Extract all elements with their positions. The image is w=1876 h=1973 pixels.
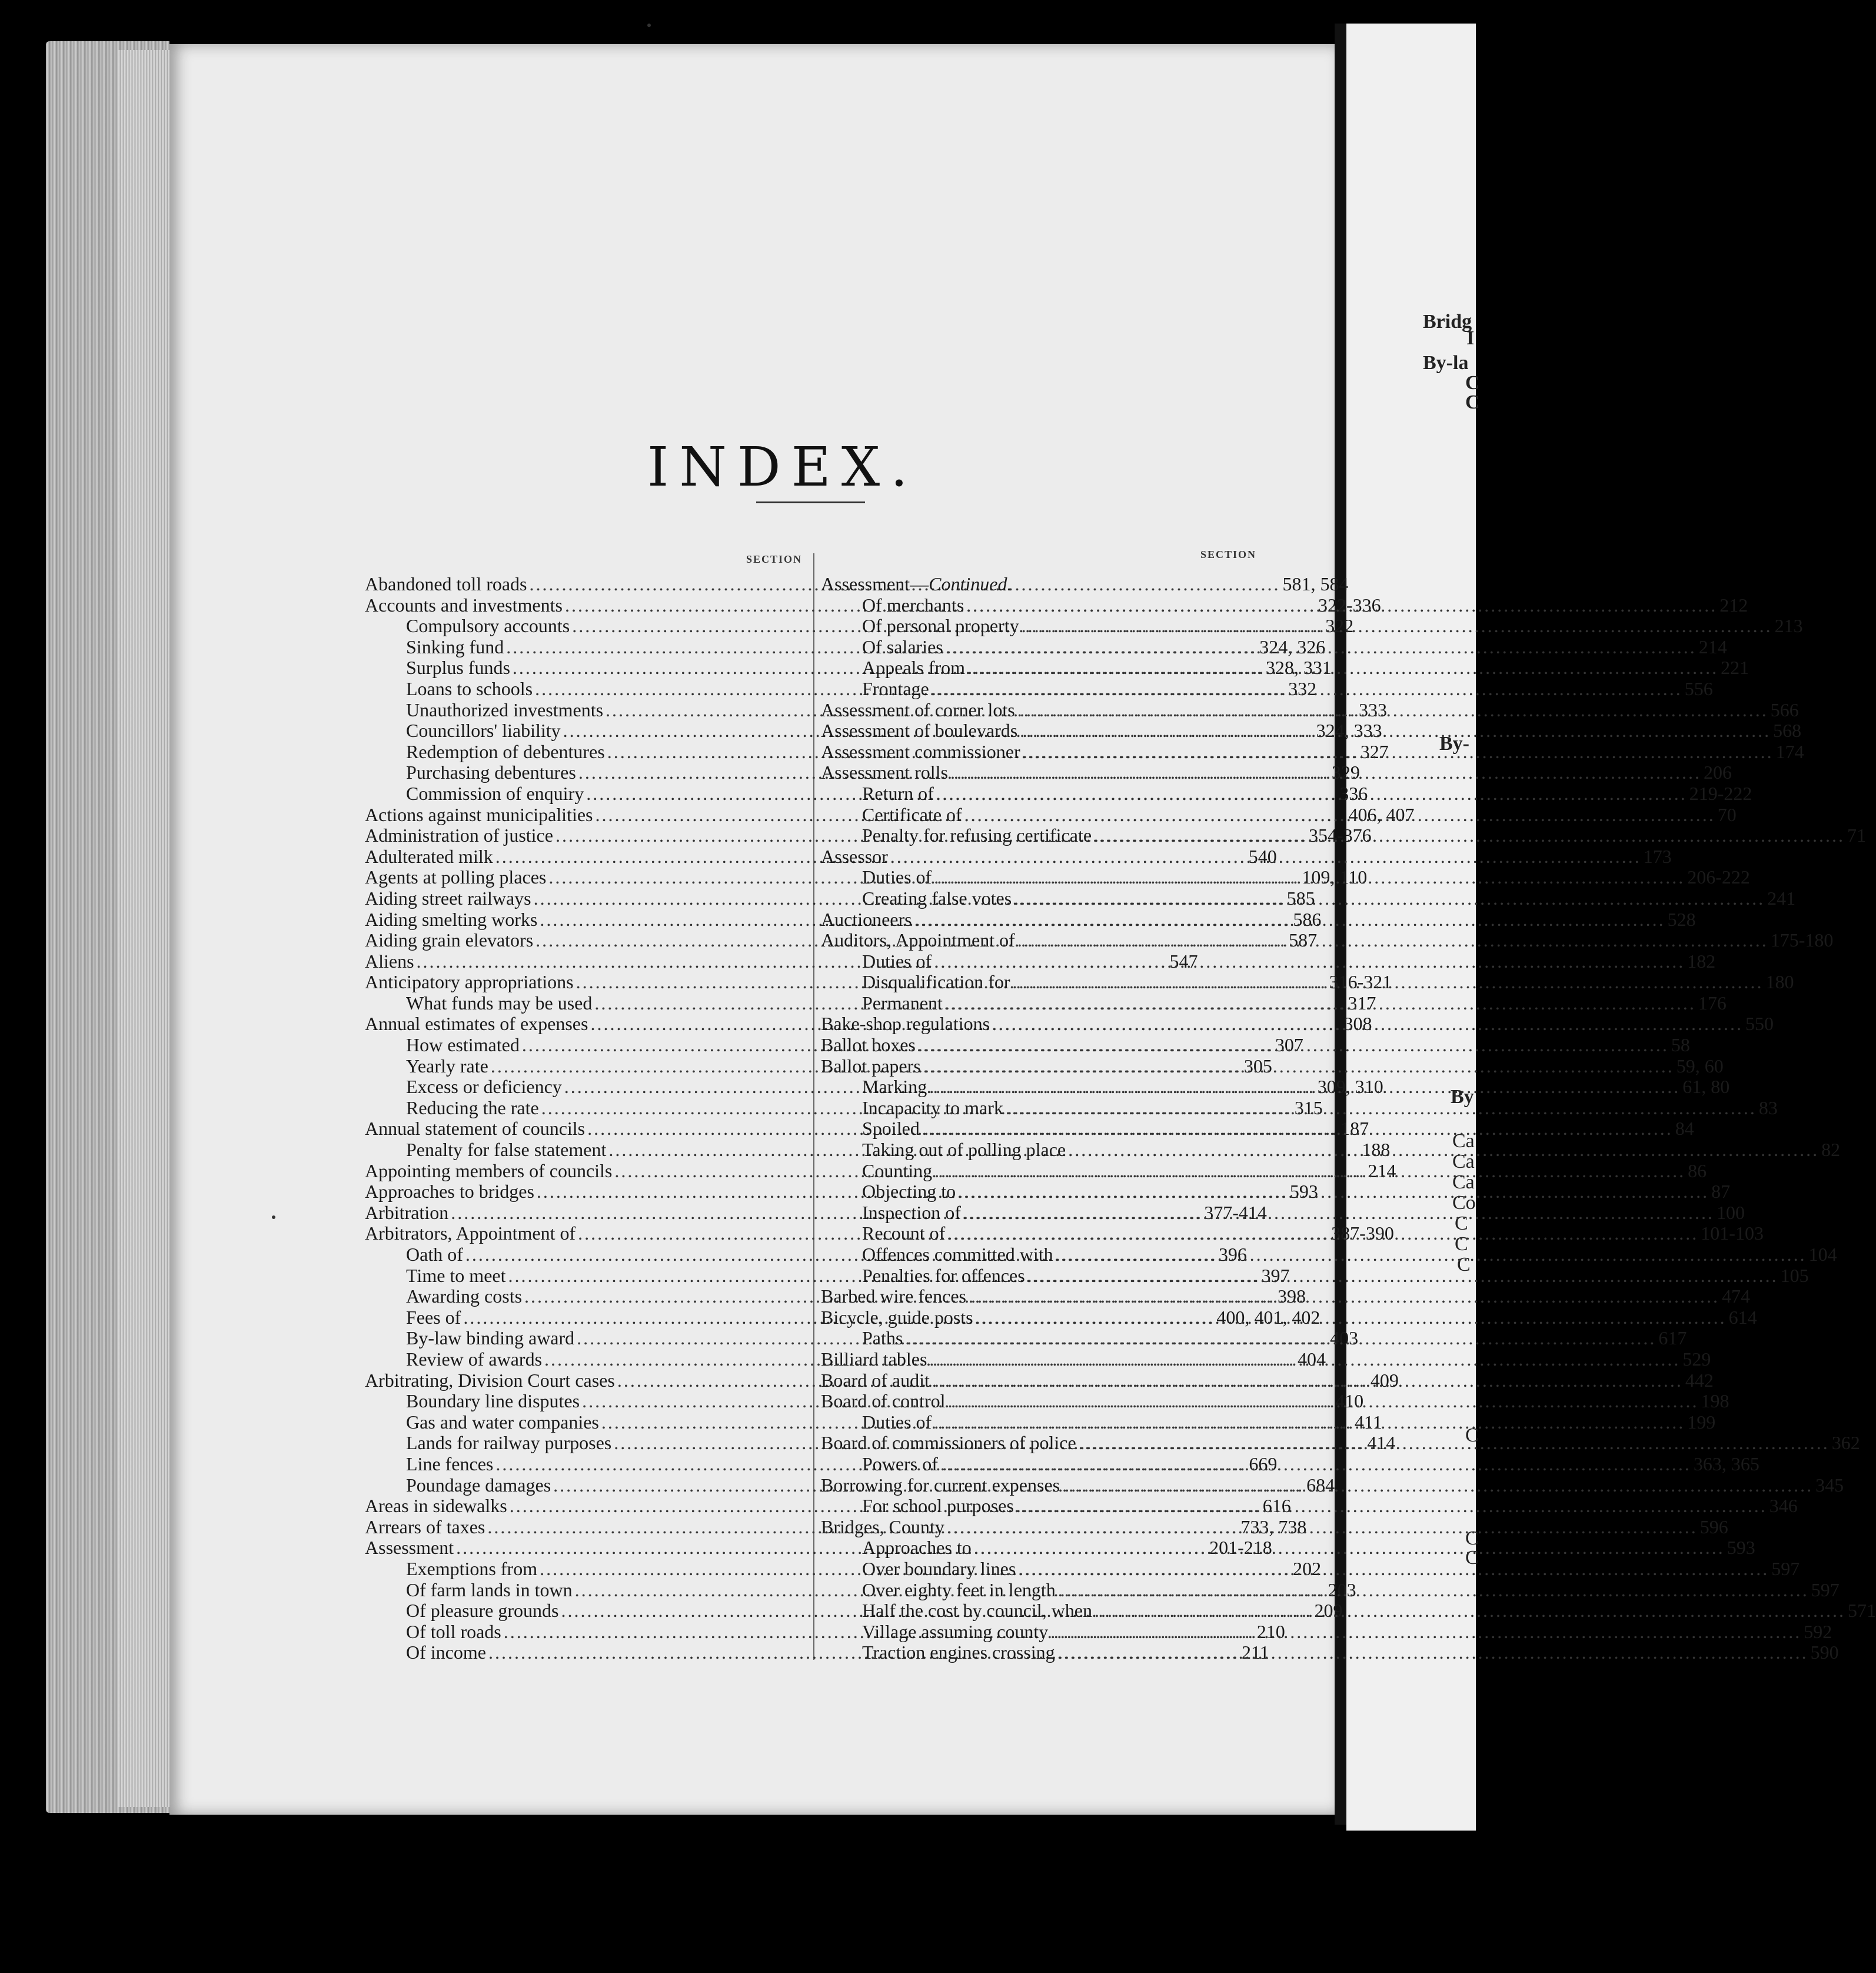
index-entry-section: 105 (1780, 1264, 1809, 1286)
page-speck (647, 24, 651, 27)
index-entry-term: Penalties for offences (862, 1264, 1025, 1286)
index-entry-term: Traction engines crossing (862, 1642, 1055, 1663)
continued-heading-italic: Continued. (929, 573, 1012, 594)
leader-dots (950, 762, 1701, 783)
leader-dots (974, 1537, 1725, 1559)
index-entry-section: 203 (1328, 1579, 1356, 1600)
index-entry-term: Ballot boxes (821, 1034, 916, 1056)
index-entry-term: Auditors, Appointment of (821, 929, 1015, 951)
index-entry-section: 307 (1275, 1034, 1303, 1056)
index-entry (821, 1537, 1755, 1559)
index-entry-term: Assessment (365, 1537, 454, 1559)
leader-dots (992, 1014, 1743, 1035)
index-entry-section: 593 (1727, 1537, 1755, 1559)
leader-dots (1057, 1642, 1808, 1663)
facing-page-text: C (1465, 391, 1480, 413)
index-entry-section: 442 (1685, 1369, 1714, 1391)
index-entry-section: 198 (1701, 1390, 1729, 1412)
index-entry-section: 308 (1343, 1013, 1372, 1035)
leader-dots (922, 1118, 1673, 1140)
index-entry-section: 362 (1831, 1432, 1860, 1454)
leader-dots (934, 1412, 1685, 1433)
index-entry-section: 100 (1716, 1201, 1745, 1223)
facing-page-text: Co (1452, 1192, 1476, 1214)
facing-page-text: C (1465, 1547, 1479, 1569)
index-entry-term: Assessor (821, 845, 888, 867)
index-entry-term: By-law binding award (406, 1327, 575, 1349)
index-entry-term: Over eighty feet in length (862, 1579, 1056, 1600)
leader-dots (958, 1181, 1709, 1203)
index-entry-section: 182 (1687, 950, 1716, 972)
index-entry-section: 180 (1765, 971, 1794, 993)
index-entry-term: Review of awards (406, 1348, 543, 1370)
index-entry-term: Marking (862, 1076, 927, 1098)
index-entry-section: 214 (1698, 636, 1727, 657)
index-entry-section: 614 (1728, 1306, 1757, 1328)
index-entry-term: Sinking fund (406, 636, 504, 657)
index-entry-section: 336 (1339, 782, 1368, 804)
facing-page-text: C (1457, 1254, 1471, 1276)
index-entry-term: Certificate of (862, 803, 962, 825)
index-entry-section: 547 (1169, 950, 1198, 972)
leader-dots (936, 783, 1687, 805)
index-entry-term: Board of control (821, 1390, 946, 1412)
index-entry-section: 61, 80 (1682, 1076, 1730, 1098)
index-entry-term: Gas and water companies (406, 1411, 599, 1433)
leader-dots (1027, 1265, 1778, 1287)
index-entry-term: Incapacity to mark (862, 1097, 1003, 1118)
index-entry-section: 377-414 (1204, 1201, 1267, 1223)
index-entry-section: 174 (1775, 740, 1804, 762)
index-entry-term: Exemptions from (406, 1557, 538, 1579)
index-entry-section: 188 (1362, 1139, 1391, 1161)
leader-dots (1006, 1098, 1757, 1119)
index-entry-term: Annual statement of councils (365, 1118, 586, 1140)
leader-dots (918, 1035, 1669, 1056)
index-entry-term: Board of commissioners of police (821, 1432, 1076, 1454)
index-entry-section: 528 (1667, 908, 1696, 930)
index-entry-section: 199 (1687, 1411, 1716, 1433)
index-entry-section: 474 (1721, 1286, 1750, 1307)
index-entry-section: 406, 407 (1348, 803, 1415, 825)
index-entry-term: Village assuming county (862, 1620, 1049, 1642)
leader-dots (890, 846, 1641, 868)
index-entry-term: How estimated (406, 1034, 520, 1056)
leader-dots (1062, 1475, 1813, 1496)
index-entry-section: 345 (1815, 1474, 1844, 1496)
index-entry-term: Oath of (406, 1244, 463, 1265)
facing-page-text: Ca (1452, 1130, 1475, 1152)
leader-dots (1016, 1496, 1767, 1517)
index-entry-section: 202 (1293, 1557, 1322, 1579)
index-entry-section: 363, 365 (1693, 1453, 1759, 1474)
index-entry-term: Arbitration (365, 1201, 449, 1223)
leader-dots (934, 951, 1685, 972)
index-entry-section: 324, 333 (1316, 720, 1382, 742)
index-entry-section: 87 (1711, 1181, 1731, 1203)
section-label-right: SECTION (1200, 549, 1257, 560)
index-entry-term: Purchasing debentures (406, 762, 576, 783)
leader-dots (1023, 742, 1774, 763)
index-entry-section: 211 (1241, 1642, 1269, 1663)
index-entry-term: Aliens (365, 950, 414, 972)
facing-page-text: Bridg (1423, 311, 1472, 333)
index-entry-section: 586 (1293, 908, 1322, 930)
leader-dots (905, 1328, 1656, 1349)
index-entry-term: Aiding street railways (365, 887, 531, 909)
index-entry-section: 209 (1314, 1600, 1343, 1622)
facing-page-text: I (1466, 327, 1475, 349)
index-entry (821, 1244, 1837, 1265)
index-entry-term: Poundage damages (406, 1474, 551, 1496)
leader-dots (1020, 720, 1771, 742)
index-entry-section: 219-222 (1689, 782, 1752, 804)
continued-heading-text: Assessment— (821, 573, 929, 594)
book-page-edges-inner (118, 50, 171, 1807)
index-entry-term: Yearly rate (406, 1055, 488, 1077)
index-entry-term: Appointing members of councils (365, 1160, 613, 1181)
index-entry-section: 596 (1699, 1516, 1728, 1537)
index-entry-term: Spoiled (862, 1118, 920, 1140)
leader-dots (1079, 1433, 1830, 1454)
index-entry-section: 684 (1306, 1474, 1335, 1496)
index-entry-section: 403 (1330, 1327, 1359, 1349)
index-entry-term: Of personal property (862, 615, 1019, 637)
index-entry-section: 70 (1717, 803, 1737, 825)
index-entry-section: 187 (1341, 1118, 1369, 1140)
index-entry-section: 597 (1811, 1579, 1840, 1600)
index-entry-term: Auctioneers (821, 908, 912, 930)
index-entry-section: 409 (1370, 1369, 1399, 1391)
index-entry-section: 593 (1289, 1181, 1318, 1203)
index-entry-section: 212 (1719, 594, 1748, 616)
index-entry-term: Objecting to (862, 1181, 956, 1203)
leader-dots (1014, 888, 1765, 909)
index-entry-term: Of merchants (862, 594, 964, 616)
index-entry-section: 86 (1688, 1160, 1707, 1181)
index-entry-section: 241 (1767, 887, 1796, 909)
leader-dots (976, 1307, 1727, 1328)
index-entry-term: Commission of enquiry (406, 782, 584, 804)
index-entry-term: Offences committed with (862, 1244, 1053, 1265)
index-entry-section: 327 (1360, 740, 1389, 762)
leader-dots (1056, 1244, 1807, 1265)
index-entry-term: Appeals from (862, 657, 966, 679)
index-entry-term: Administration of justice (365, 825, 553, 846)
index-entry-term: Boundary line disputes (406, 1390, 580, 1412)
index-entry-section: 556 (1684, 677, 1713, 699)
continued-heading (821, 574, 1265, 595)
leader-dots (1012, 972, 1763, 993)
index-entry-section: 214 (1368, 1160, 1396, 1181)
index-entry-section: 322 (1325, 615, 1354, 637)
leader-dots (966, 595, 1717, 616)
index-entry-section: 104 (1808, 1244, 1837, 1265)
index-entry-section: 590 (1810, 1642, 1839, 1663)
index-entry-term: Awarding costs (406, 1286, 523, 1307)
index-entry-section: 581, 584 (1282, 573, 1349, 594)
index-entry-section: 316-321 (1329, 971, 1392, 993)
index-entry-term: Line fences (406, 1453, 494, 1474)
index-entry-term: Surplus funds (406, 657, 510, 679)
index-entry-section: 322-336 (1318, 594, 1381, 616)
index-entry-term: Recount of (862, 1223, 946, 1244)
index-entry-section: 58 (1671, 1034, 1690, 1056)
leader-dots (934, 1161, 1685, 1182)
index-entry-section: 213 (1774, 615, 1803, 637)
index-entry-term: Counting (862, 1160, 933, 1181)
index-entry-section: 173 (1643, 845, 1672, 867)
index-entry-term: Duties of (862, 866, 932, 888)
index-entry-section: 550 (1745, 1013, 1774, 1035)
leader-dots (1018, 1559, 1769, 1580)
index-entry-section: 332 (1288, 677, 1317, 699)
index-entry-term: Bicycle, guide posts (821, 1306, 973, 1328)
section-label-left: SECTION (746, 553, 803, 565)
facing-page-text: By-la (1423, 352, 1469, 374)
index-entry-term: Assessment of corner lots (821, 699, 1015, 720)
leader-dots (947, 1517, 1698, 1538)
index-entry-section: 404 (1298, 1348, 1326, 1370)
facing-page-text: By- (1439, 733, 1469, 755)
index-entry-term: Areas in sidewalks (365, 1495, 507, 1517)
index-entry-section: 329 (1331, 762, 1360, 783)
index-entry (821, 1453, 1759, 1475)
index-entry-term: Return of (862, 782, 934, 804)
index-entry-term: Disqualification for (862, 971, 1010, 993)
index-entry-term: Of income (406, 1642, 486, 1663)
index-entry-section: 540 (1248, 845, 1277, 867)
index-entry-section: 400, 401, 402 (1216, 1306, 1320, 1328)
index-entry-section: 617 (1658, 1327, 1687, 1349)
index-entry-term: Inspection of (862, 1201, 961, 1223)
leader-dots (932, 679, 1682, 700)
leader-dots (964, 805, 1715, 826)
index-entry-section: 398 (1278, 1286, 1306, 1307)
index-entry-term: Fees of (406, 1306, 461, 1328)
index-entry-section: 176 (1698, 992, 1727, 1014)
index-entry-term: Aiding grain elevators (365, 929, 534, 951)
index-entry-section: 206-222 (1687, 866, 1750, 888)
facing-page-text: C (1455, 1233, 1468, 1255)
index-entry-term: Actions against municipalities (365, 803, 593, 825)
index-entry-section: 529 (1682, 1348, 1711, 1370)
facing-page-text: C (1465, 372, 1480, 394)
index-entry-term: Bake-shop regulations (821, 1013, 990, 1035)
leader-dots (932, 1370, 1683, 1391)
index-entry-term: Bridges, County (821, 1516, 944, 1537)
index-entry-term: Excess or deficiency (406, 1076, 562, 1098)
index-entry (821, 950, 1716, 972)
index-entry-term: Of farm lands in town (406, 1579, 573, 1600)
index-entry-term: Aiding smelting works (365, 908, 538, 930)
index-entry-term: Duties of (862, 1411, 932, 1433)
index-entry-term: Time to meet (406, 1264, 506, 1286)
leader-dots (1022, 616, 1772, 637)
index-entry-term: Billiard tables (821, 1348, 927, 1370)
index-entry-section: 206 (1704, 762, 1732, 783)
leader-dots (914, 909, 1665, 931)
index-entry-section: 84 (1675, 1118, 1694, 1140)
index-entry-section: 83 (1758, 1097, 1778, 1118)
index-entry-term: Over boundary lines (862, 1557, 1016, 1579)
index-entry-term: Compulsory accounts (406, 615, 570, 637)
leader-dots (1068, 1140, 1819, 1161)
index-entry-section: 566 (1770, 699, 1799, 720)
index-entry-term: Of pleasure grounds (406, 1600, 559, 1622)
facing-page-text: By (1451, 1086, 1474, 1108)
index-entry-term: Powers of (862, 1453, 938, 1474)
leader-dots (1094, 825, 1845, 846)
index-entry-term: What funds may be used (406, 992, 593, 1014)
index-entry-section: 411 (1354, 1411, 1382, 1433)
index-entry (821, 845, 1672, 868)
index-entry-term: Frontage (862, 677, 929, 699)
facing-page-text: Ca (1452, 1171, 1475, 1193)
leader-dots (923, 1056, 1674, 1077)
index-entry-term: Barbed wire fences (821, 1286, 966, 1307)
leader-dots (967, 657, 1718, 679)
facing-page-text: Ca (1452, 1151, 1475, 1172)
index-entry-term: Ballot papers (821, 1055, 921, 1077)
index-entry-section: 397 (1261, 1264, 1290, 1286)
index-entry-section: 324, 326 (1259, 636, 1326, 657)
leader-dots (969, 1286, 1719, 1307)
index-entry-section: 733, 738 (1240, 1516, 1307, 1537)
leader-dots (929, 1349, 1680, 1370)
index-entry-section: 346 (1769, 1495, 1798, 1517)
index-entry-section: 354-376 (1308, 825, 1372, 846)
index-entry-section: 82 (1821, 1139, 1841, 1161)
index-entry-term: Assessment of boulevards (821, 720, 1018, 742)
index-entry-section: 315 (1294, 1097, 1323, 1118)
index-entry-section: 387-390 (1331, 1223, 1394, 1244)
title-rule (756, 501, 865, 503)
index-entry-term: Redemption of debentures (406, 740, 605, 762)
page-speck (272, 1215, 275, 1219)
index-entry (821, 1055, 1724, 1077)
index-entry-term: Loans to schools (406, 677, 533, 699)
index-entry-section: 201-218 (1209, 1537, 1272, 1559)
facing-page-text: C (1465, 1424, 1479, 1446)
index-entry-section: 328, 331 (1265, 657, 1332, 679)
index-entry-term: Of toll roads (406, 1620, 501, 1642)
index-entry-term: Assessment rolls (821, 762, 948, 783)
leader-dots (947, 1223, 1698, 1244)
index-entry-term: Accounts and investments (365, 594, 563, 616)
index-entry-term: Duties of (862, 950, 932, 972)
index-entry-term: Penalty for false statement (406, 1139, 607, 1161)
facing-page-text: C (1455, 1213, 1468, 1234)
index-entry-term: Board of audit (821, 1369, 930, 1391)
index-entry-term: Approaches to (862, 1537, 972, 1559)
index-entry-term: For school purposes (862, 1495, 1014, 1517)
leader-dots (963, 1203, 1714, 1224)
index-entry-term: Anticipatory appropriations (365, 971, 574, 993)
leader-dots (934, 867, 1685, 888)
index-entry-term: Reducing the rate (406, 1097, 539, 1118)
index-entry-section: 396 (1218, 1244, 1247, 1265)
page-title: INDEX. (647, 436, 919, 499)
index-entry-section: 210 (1256, 1620, 1285, 1642)
index-entry-term: Arbitrating, Division Court cases (365, 1369, 615, 1391)
index-entry-section: 71 (1847, 825, 1867, 846)
index-entry-section: 221 (1721, 657, 1749, 679)
index-entry-term: Abandoned toll roads (365, 573, 527, 594)
index-entry-term: Agents at polling places (365, 866, 547, 888)
index-entry-section: 59, 60 (1676, 1055, 1724, 1077)
index-entry-term: Arrears of taxes (365, 1516, 485, 1537)
leader-dots (1058, 1580, 1809, 1601)
index-entry-section: 101-103 (1701, 1223, 1764, 1244)
index-entry-section: 309, 310 (1317, 1076, 1383, 1098)
index-entry-section: 317 (1348, 992, 1376, 1014)
index-entry-section: 616 (1262, 1495, 1291, 1517)
index-entry-term: Lands for railway purposes (406, 1432, 612, 1454)
index-entry-section: 597 (1771, 1557, 1800, 1579)
index-entry-term: Paths (862, 1327, 903, 1349)
index-entry (821, 1642, 1839, 1663)
index-entry-section: 305 (1243, 1055, 1272, 1077)
index-entry-term: Councillors' liability (406, 720, 561, 742)
index-entry-section: 571 (1848, 1600, 1876, 1622)
leader-dots (1095, 1600, 1845, 1622)
index-entry-term: Borrowing for current expenses (821, 1474, 1060, 1496)
index-entry-term: Arbitrators, Appointment of (365, 1223, 576, 1244)
index-entry-term: Approaches to bridges (365, 1181, 534, 1203)
index-entry-section: 175-180 (1770, 929, 1834, 951)
leader-dots (945, 993, 1696, 1014)
index-entry-term: Unauthorized investments (406, 699, 604, 720)
index-entry-term: Of salaries (862, 636, 943, 657)
index-entry-term: Half the cost by council, when (862, 1600, 1092, 1622)
leader-dots (929, 1077, 1680, 1098)
index-entry-section: 585 (1286, 887, 1315, 909)
leader-dots (940, 1454, 1691, 1475)
index-entry-term: Adulterated milk (365, 845, 493, 867)
index-entry-section: 414 (1367, 1432, 1396, 1454)
leader-dots (946, 637, 1697, 658)
index-entry-term: Penalty for refusing certificate (862, 825, 1092, 846)
leader-dots (948, 1391, 1699, 1412)
leader-dots (1017, 700, 1768, 721)
index-entry-section: 592 (1804, 1620, 1832, 1642)
leader-dots (1017, 930, 1768, 951)
index-entry-section: 669 (1249, 1453, 1278, 1474)
index-entry-term: Creating false votes (862, 887, 1012, 909)
index-entry-term: Permanent (862, 992, 943, 1014)
facing-page-text: C (1465, 1527, 1479, 1549)
index-entry-section: 587 (1289, 929, 1318, 951)
index-entry-term: Taking out of polling place (862, 1139, 1066, 1161)
index-entry-section: 109, 110 (1302, 866, 1368, 888)
index-entry-section: 333 (1359, 699, 1388, 720)
index-entry-section: 568 (1773, 720, 1802, 742)
leader-dots (1050, 1622, 1801, 1643)
index-entry-section: 410 (1335, 1390, 1364, 1412)
index-entry-term: Assessment commissioner (821, 740, 1020, 762)
index-entry-term: Annual estimates of expenses (365, 1013, 588, 1035)
